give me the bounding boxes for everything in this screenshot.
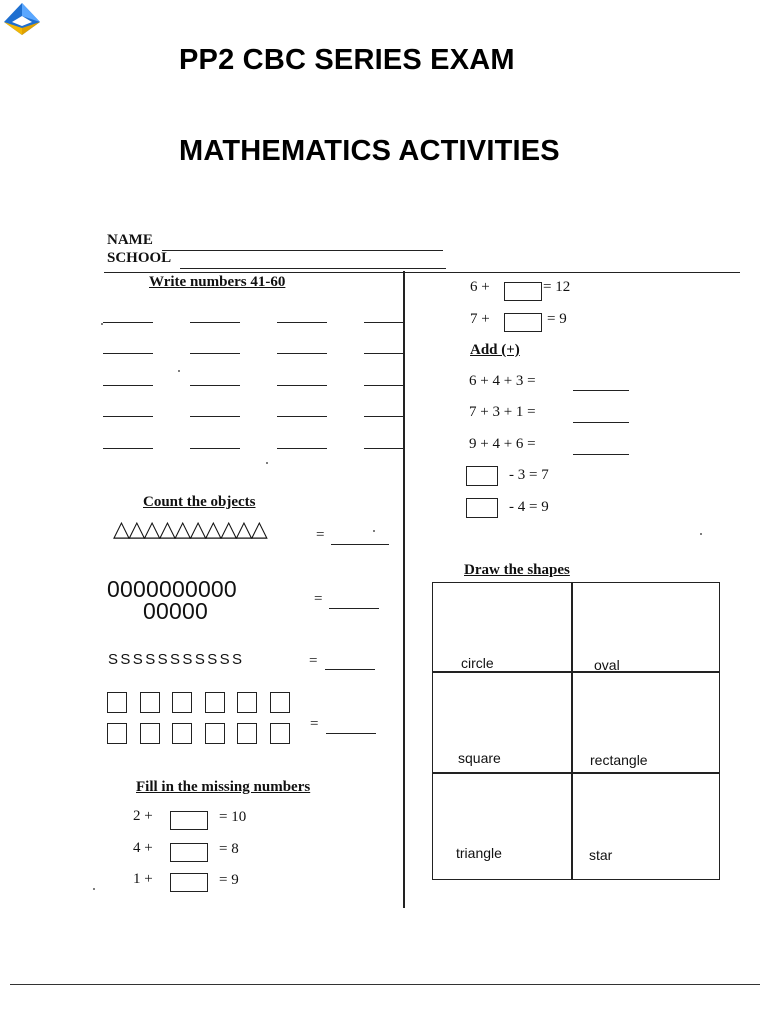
number-writing-blank[interactable] [277,322,327,323]
name-label: NAME [107,232,153,248]
answer-blank[interactable] [573,422,629,423]
missing-number-box[interactable] [170,873,208,892]
scan-speck [93,888,95,890]
equation-right: = 10 [219,809,247,825]
equation-left: 4 + [133,840,153,856]
number-writing-blank[interactable] [103,416,153,417]
number-writing-blank[interactable] [277,353,327,354]
answer-blank[interactable] [329,608,379,609]
square-object [237,723,257,744]
number-writing-blank[interactable] [364,448,404,449]
number-writing-blank[interactable] [190,416,240,417]
equation-left: 7 + [470,311,490,327]
answer-blank[interactable] [573,454,629,455]
footer-rule [10,984,760,985]
square-object [172,692,192,713]
square-object [140,692,160,713]
triangles-group: △△△△△△△△△△ [113,517,267,542]
square-object [172,723,192,744]
scan-speck [373,530,375,532]
write-numbers-heading: Write numbers 41-60 [149,274,286,290]
letters-row: SSSSSSSSSSS [108,651,245,668]
square-object [107,692,127,713]
number-writing-blank[interactable] [364,353,404,354]
equals-sign: = [316,527,325,543]
number-writing-blank[interactable] [103,448,153,449]
scan-speck [266,462,268,464]
draw-cell-rectangle[interactable] [572,672,719,772]
addition-equation: 7 + 3 + 1 = [469,404,536,420]
square-object [107,723,127,744]
subtraction-equation: - 3 = 7 [509,467,549,483]
square-object [140,723,160,744]
school-logo-icon [2,2,42,36]
circles-row-1: 0000000000 [107,576,237,602]
shape-label: circle [461,655,494,671]
count-objects-heading: Count the objects [143,494,256,510]
shape-label: oval [594,657,620,673]
shapes-grid [432,582,720,880]
missing-number-box[interactable] [504,313,542,332]
circles-row-2: 00000 [143,598,208,624]
draw-cell-circle[interactable] [433,583,571,671]
equation-left: 6 + [470,279,490,295]
square-object [270,723,290,744]
shape-label: rectangle [590,752,648,768]
equation-right: = 9 [547,311,567,327]
addition-equation: 6 + 4 + 3 = [469,373,536,389]
number-writing-blank[interactable] [364,416,404,417]
number-writing-blank[interactable] [364,322,404,323]
equation-left: 1 + [133,871,153,887]
number-writing-blank[interactable] [364,385,404,386]
draw-shapes-heading: Draw the shapes [464,562,570,578]
draw-cell-triangle[interactable] [433,773,571,879]
number-writing-blank[interactable] [103,322,153,323]
addition-equation: 9 + 4 + 6 = [469,436,536,452]
square-object [205,692,225,713]
number-writing-blank[interactable] [277,416,327,417]
missing-number-box[interactable] [466,498,498,518]
answer-blank[interactable] [325,669,375,670]
column-divider [403,271,405,908]
number-writing-blank[interactable] [190,385,240,386]
equation-right: = 8 [219,841,239,857]
school-blank[interactable] [180,268,446,269]
missing-number-box[interactable] [466,466,498,486]
draw-cell-square[interactable] [433,672,571,772]
number-writing-blank[interactable] [190,353,240,354]
square-object [270,692,290,713]
number-writing-blank[interactable] [190,322,240,323]
draw-cell-oval[interactable] [572,583,719,671]
scan-speck [178,370,180,372]
missing-number-box[interactable] [504,282,542,301]
name-blank[interactable] [162,250,443,251]
square-object [237,692,257,713]
equals-sign: = [310,716,319,732]
number-writing-blank[interactable] [103,385,153,386]
shape-label: square [458,750,501,766]
scan-speck [700,533,702,535]
shape-label: triangle [456,845,502,861]
missing-number-box[interactable] [170,811,208,830]
equation-left: 2 + [133,808,153,824]
equals-sign: = [309,653,318,669]
school-label: SCHOOL [107,250,172,266]
subtraction-equation: - 4 = 9 [509,499,549,515]
number-writing-blank[interactable] [103,353,153,354]
number-writing-blank[interactable] [277,385,327,386]
subject-title: MATHEMATICS ACTIVITIES [179,135,560,167]
number-writing-blank[interactable] [190,448,240,449]
answer-blank[interactable] [331,544,389,545]
draw-cell-star[interactable] [572,773,719,879]
shape-label: star [589,847,613,863]
answer-blank[interactable] [326,733,376,734]
equation-right: = 12 [543,279,571,295]
exam-title: PP2 CBC SERIES EXAM [179,44,515,76]
answer-blank[interactable] [573,390,629,391]
equation-right: = 9 [219,872,239,888]
squares-group [107,692,297,748]
add-heading: Add (+) [470,342,520,358]
missing-number-box[interactable] [170,843,208,862]
number-writing-blank[interactable] [277,448,327,449]
scan-speck [101,323,103,325]
equals-sign: = [314,591,323,607]
square-object [205,723,225,744]
missing-numbers-heading: Fill in the missing numbers [136,779,311,795]
